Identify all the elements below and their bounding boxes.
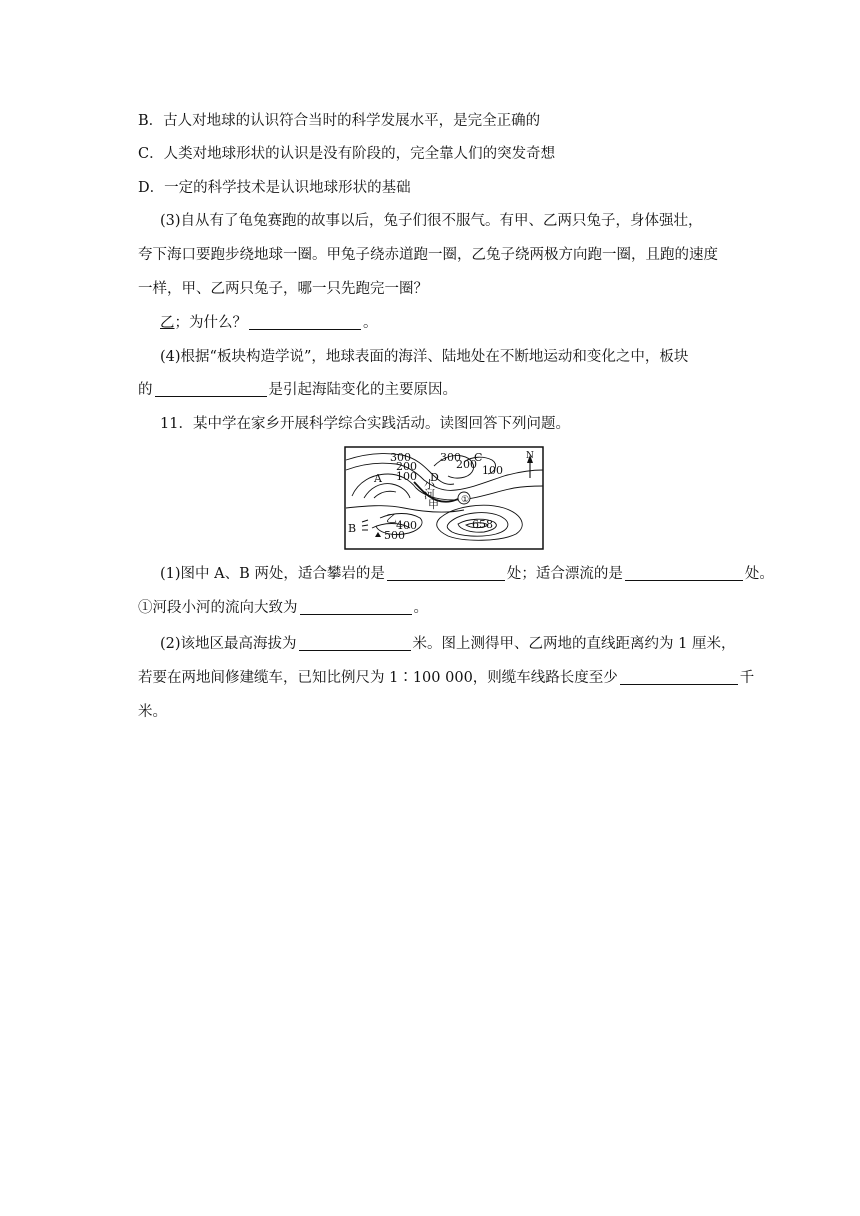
- q11-part1-line1: [160, 564, 774, 584]
- q10-part4-post: 是引起海陆变化的主要原因。: [268, 382, 457, 398]
- q10-part3-line3: 一样，甲、乙两只兔子，哪一只先跑完一圈？: [138, 281, 428, 297]
- river-section-label: ①: [461, 495, 470, 505]
- q10-part3-line1: (3)自从有了龟兔赛跑的故事以后，兔子们很不服气。有甲、乙两只兔子，身体强壮，: [160, 213, 703, 229]
- q11-part1-a: (1)图中 A、B 两处，适合攀岩的是: [160, 566, 385, 582]
- q10-part3-answer-line: [160, 313, 378, 333]
- option-b: B．古人对地球的认识符合当时的科学发展水平，是完全正确的: [138, 113, 541, 129]
- q11-river-direction-blank[interactable]: [300, 600, 412, 615]
- contour-label-400: 400: [396, 519, 417, 532]
- north-label: N: [526, 451, 534, 461]
- q10-part4-line1: (4)根据“板块构造学说”，地球表面的海洋、陆地处在不断地运动和变化之中，板块: [160, 349, 689, 365]
- point-yi-label: 乙: [386, 512, 397, 525]
- q10-part3-line2: 夸下海口要跑步绕地球一圈。甲兔子绕赤道跑一圈，乙兔子绕两极方向跑一圈，且跑的速度: [138, 247, 718, 263]
- q11-rafting-blank[interactable]: [625, 566, 743, 581]
- q11-part2-line2: [138, 668, 754, 688]
- contour-label-100-right: 100: [482, 464, 503, 477]
- point-jia-label: 甲: [428, 498, 439, 511]
- q11-part2-c: 若要在两地间修建缆车，已知比例尺为 1∶100 000，则缆车线路长度至少: [138, 670, 618, 686]
- q10-part3-why: ；为什么？: [174, 315, 247, 331]
- contour-label-500: 500: [384, 529, 405, 542]
- q10-part4-pre: 的: [138, 382, 153, 398]
- option-d: D．一定的科学技术是认识地球形状的基础: [138, 180, 411, 196]
- peak-elevation-label: 658: [472, 518, 493, 531]
- contour-label-300-left: 300: [390, 451, 411, 464]
- q11-part2-d: 千: [739, 670, 755, 686]
- river-label-2: 河: [424, 488, 435, 501]
- q10-part4-blank[interactable]: [155, 382, 267, 397]
- point-b-label: B: [348, 522, 357, 535]
- river-label-1: 小: [424, 478, 435, 491]
- q11-part1-line2: [138, 598, 428, 618]
- q11-part2-line1: [160, 634, 736, 654]
- q11-cable-length-blank[interactable]: [620, 670, 738, 685]
- q11-intro: 11．某中学在家乡开展科学综合实践活动。读图回答下列问题。: [160, 416, 570, 432]
- q11-climbing-blank[interactable]: [387, 566, 505, 581]
- q10-part3-blank[interactable]: [249, 315, 361, 330]
- contour-map: [344, 446, 544, 550]
- point-d-label: D: [430, 471, 439, 484]
- option-c: C．人类对地球形状的认识是没有阶段的，完全靠人们的突发奇想: [138, 146, 556, 162]
- contour-label-100-left: 100: [396, 470, 417, 483]
- q11-max-elevation-blank[interactable]: [299, 636, 411, 651]
- contour-label-200-right: 200: [456, 458, 477, 471]
- q11-part1-b: 处；适合漂流的是: [506, 566, 623, 582]
- q10-part3-answer: 乙: [160, 315, 175, 331]
- q11-part1-d: ①河段小河的流向大致为: [138, 600, 298, 616]
- point-a-label: A: [374, 472, 382, 485]
- q11-part1-e: 。: [413, 600, 428, 616]
- point-c-label: C: [474, 451, 483, 464]
- q11-part1-c: 处。: [744, 566, 774, 582]
- contour-label-200-left: 200: [396, 460, 417, 473]
- q11-part2-a: (2)该地区最高海拔为: [160, 636, 297, 652]
- contour-label-300-right: 300: [440, 451, 461, 464]
- q11-part2-b: 米。图上测得甲、乙两地的直线距离约为 1 厘米，: [412, 636, 736, 652]
- q11-part2-line3: 米。: [138, 704, 167, 720]
- q10-part4-line2: [138, 380, 457, 400]
- q10-part3-end: 。: [363, 315, 378, 331]
